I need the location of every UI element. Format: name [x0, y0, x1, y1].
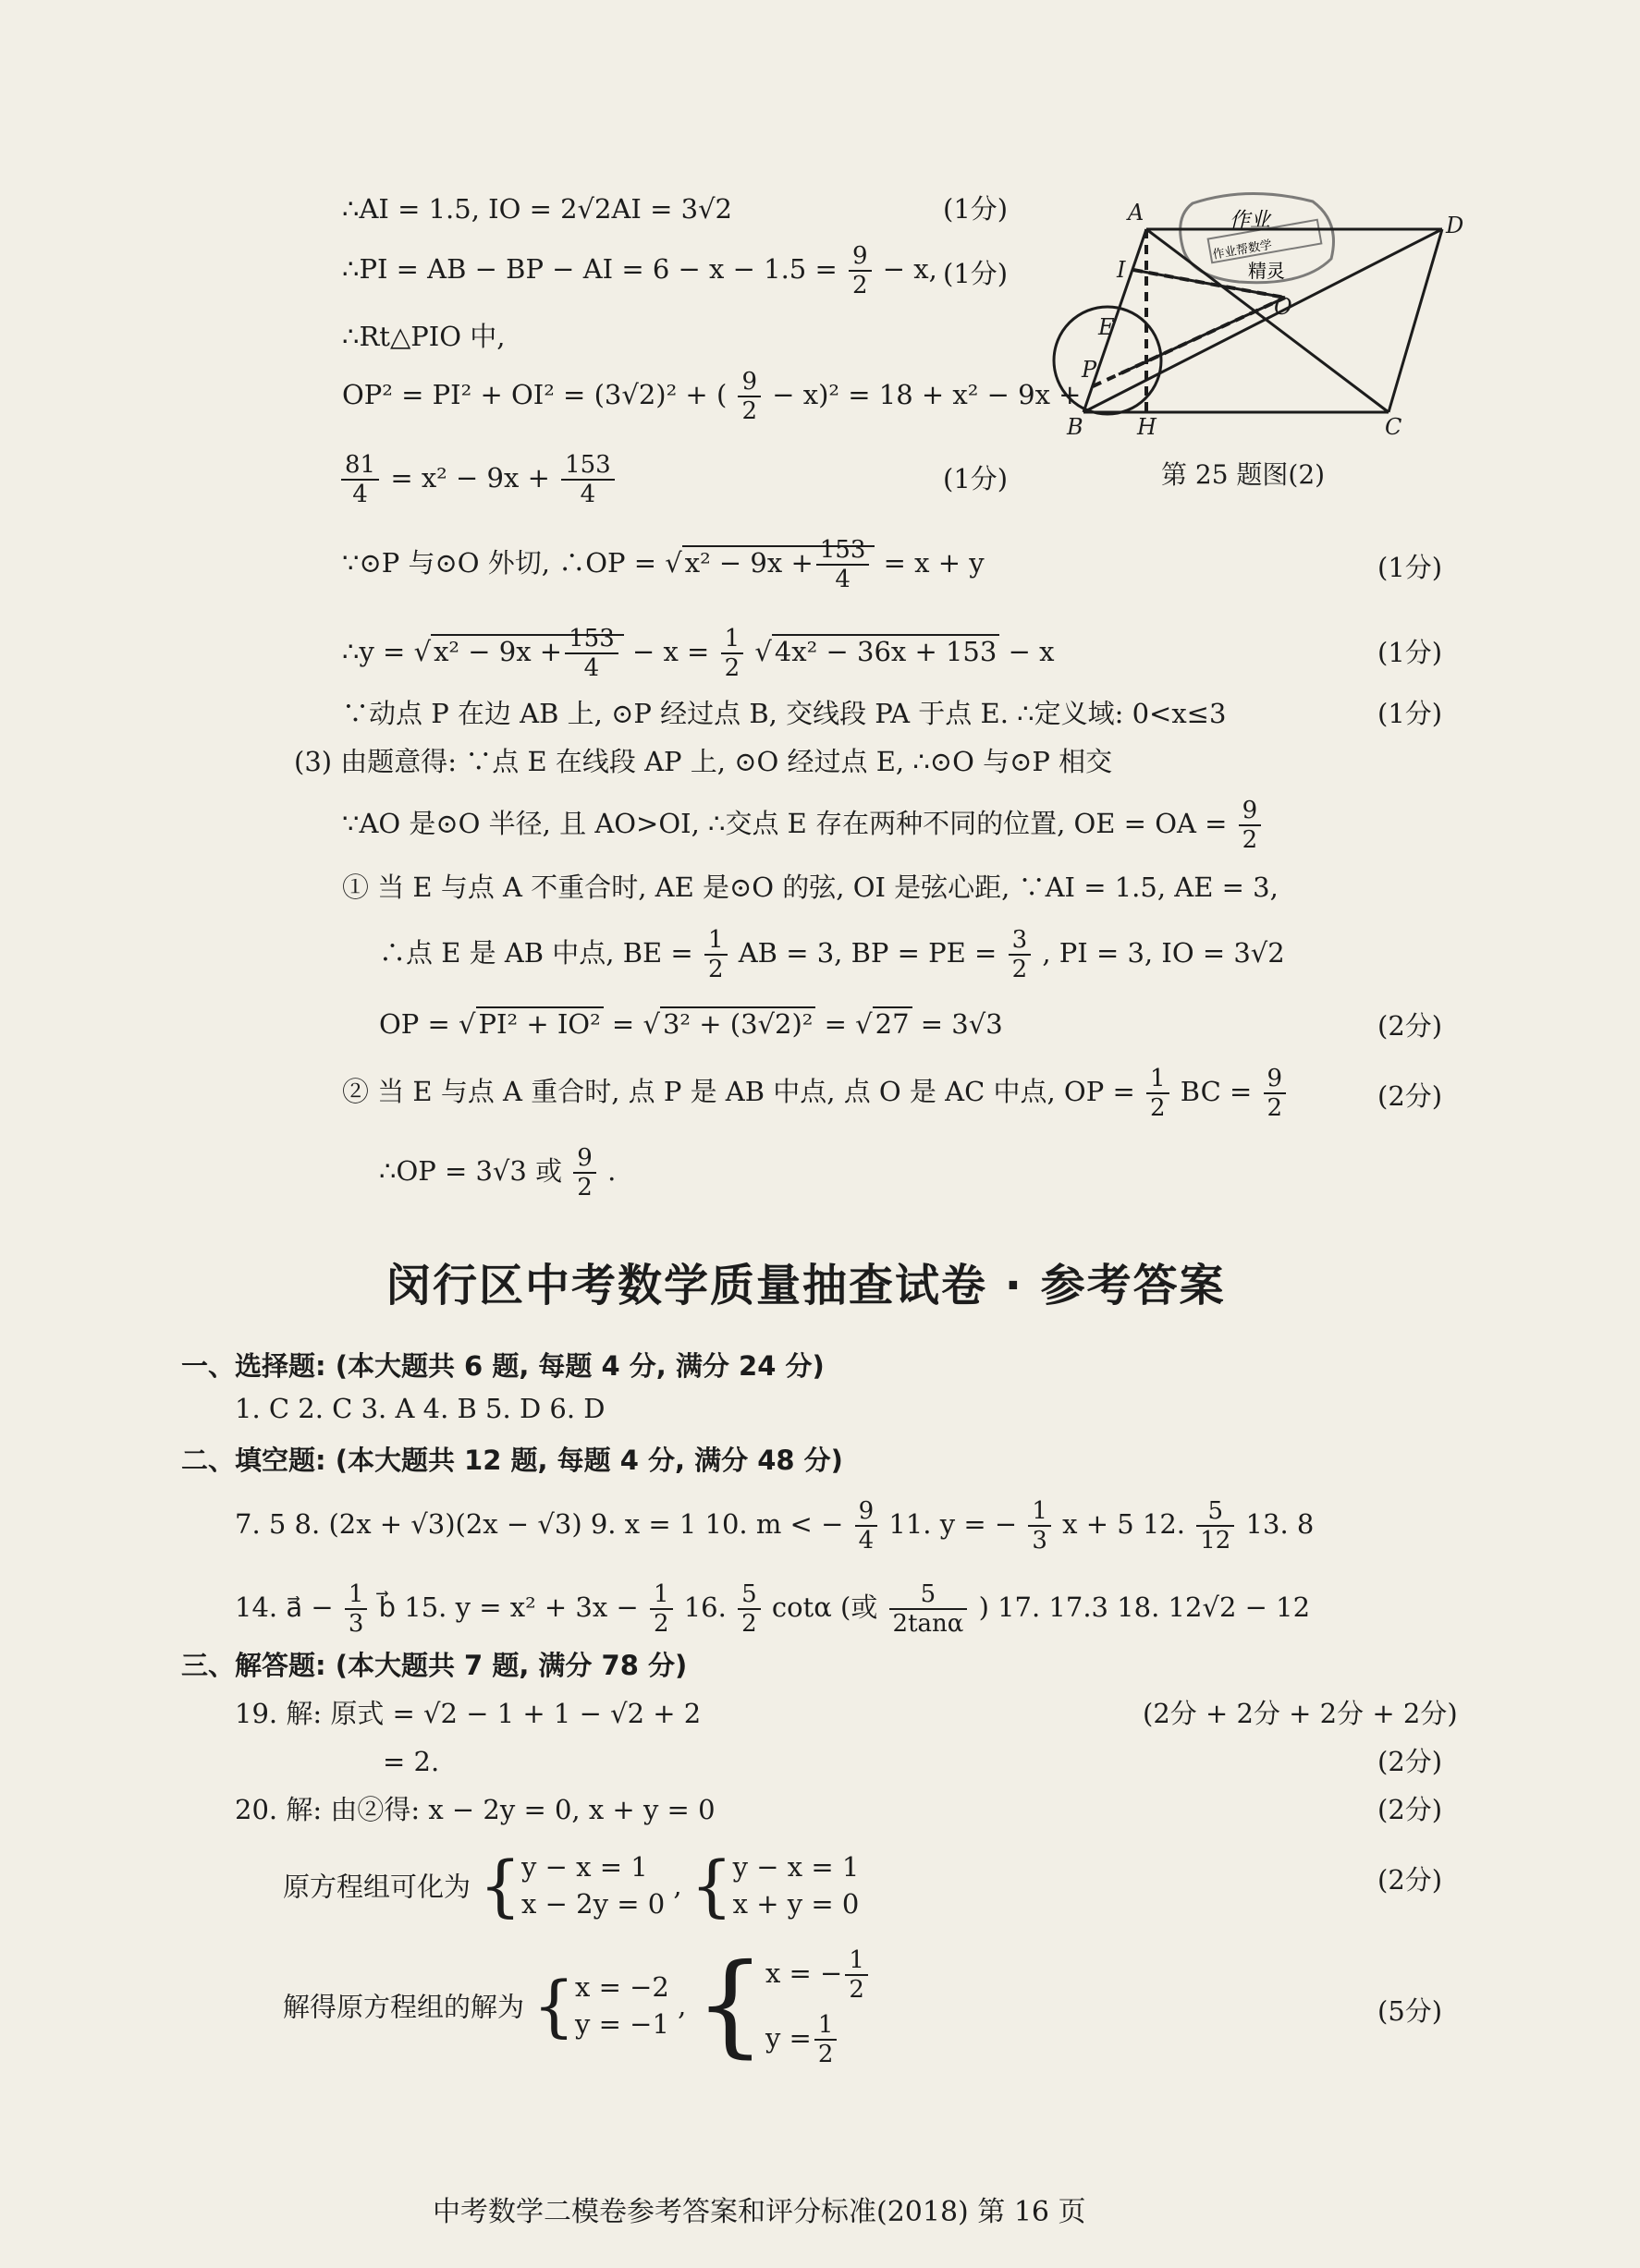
score-2: (1分)	[943, 258, 1009, 289]
solution-line-3: ∴Rt△PIO 中,	[342, 321, 506, 352]
solution-line-4: OP² = PI² + OI² = (3√2)² + ( $\frac{9}{2}$ − x)² = 18 + x² − 9x +	[342, 368, 1082, 425]
score-8: (1分)	[1377, 698, 1443, 729]
q20-score-2: (2分)	[1377, 1864, 1443, 1896]
solution-line-7: ∴y = √ x² − 9x + $\frac{153}{4}$ − x = $\frac{1}{2}$ √ 4x² − 36x + 153 − x	[342, 625, 1055, 682]
solution-line-12: ∴点 E 是 AB 中点, BE = $\frac{1}{2}$ AB = 3, BP = PE = $\frac{3}{2}$ , PI = 3, IO = 3√2	[379, 926, 1285, 983]
score-5: (1分)	[943, 463, 1009, 494]
geometry-figure-25-2	[1035, 185, 1464, 444]
solution-line-9: (3) 由题意得: ∵点 E 在线段 AP 上, ⊙O 经过点 E, ∴⊙O 与⊙P 相交	[294, 746, 1113, 777]
section-2-heading: 二、填空题: (本大题共 12 题, 每题 4 分, 满分 48 分)	[181, 1445, 843, 1476]
section-2-row-1: 7. 5 8. (2x + √3)(2x − √3) 9. x = 1 10. m < − $\frac{9}{4}$ 11. y = − $\frac{1}{3}$ x + 5 12. $\frac{5}{12}$ 13. 8	[235, 1497, 1315, 1555]
score-13: (2分)	[1377, 1010, 1443, 1042]
stamp-text-1: 作业	[1230, 209, 1271, 232]
section-1-answers: 1. C 2. C 3. A 4. B 5. D 6. D	[235, 1393, 606, 1424]
label-c: C	[1385, 414, 1402, 440]
stamp-text-3: 精灵	[1248, 260, 1285, 282]
stamp-text-2: 作业帮数学	[1211, 238, 1274, 262]
section-1-heading: 一、选择题: (本大题共 6 题, 每题 4 分, 满分 24 分)	[181, 1350, 825, 1382]
parallelogram-abcd	[1083, 229, 1442, 412]
solution-line-13: OP = √ PI² + IO² = √ 3² + (3√2)² = √ 27 = 3√3	[379, 1008, 1003, 1040]
label-d: D	[1446, 213, 1464, 238]
solution-line-10: ∵AO 是⊙O 半径, 且 AO>OI, ∴交点 E 存在两种不同的位置, OE = OA = $\frac{9}{2}$	[342, 797, 1264, 854]
page-footer: 中考数学二模卷参考答案和评分标准(2018) 第 16 页	[433, 2196, 1086, 2228]
q19-score-2: (2分)	[1377, 1746, 1443, 1777]
solution-line-14: ② 当 E 与点 A 重合时, 点 P 是 AB 中点, 点 O 是 AC 中点, OP = $\frac{1}{2}$ BC = $\frac{9}{2}$	[342, 1065, 1289, 1122]
solution-line-11: ① 当 E 与点 A 不重合时, AE 是⊙O 的弦, OI 是弦心距, ∵AI = 1.5, AE = 3,	[342, 872, 1279, 903]
solution-line-6: ∵⊙P 与⊙O 外切, ∴OP = √ x² − 9x + $\frac{153}{4}$ = x + y	[342, 536, 985, 593]
score-1: (1分)	[943, 193, 1009, 225]
label-b: B	[1067, 414, 1083, 440]
label-e: E	[1098, 314, 1115, 340]
figure-caption: 第 25 题图(2)	[1161, 459, 1326, 490]
label-h: H	[1137, 414, 1157, 440]
q20-score-3: (5分)	[1377, 1995, 1443, 2027]
score-7: (1分)	[1377, 637, 1443, 668]
q20-line-3: 解得原方程组的解为 {x = −2 y = −1 , {x = − $\frac{1}{2}$ y = $\frac{1}{2}$	[283, 1941, 871, 2070]
label-p: P	[1082, 357, 1097, 383]
section-3-heading: 三、解答题: (本大题共 7 题, 满分 78 分)	[181, 1650, 688, 1681]
section-2-row-2: 14. a⃗ − $\frac{1}{3}$ b⃗ 15. y = x² + 3x − $\frac{1}{2}$ 16. $\frac{5}{2}$ cotα (或 $\frac{5}{2\tan\alpha}$ ) 17. 17.3 18. 12√2 − 12	[235, 1580, 1311, 1638]
q19-line-1: 19. 解: 原式 = √2 − 1 + 1 − √2 + 2	[235, 1698, 702, 1729]
q19-line-2: = 2.	[383, 1746, 440, 1777]
q20-score-1: (2分)	[1377, 1794, 1443, 1825]
score-14: (2分)	[1377, 1080, 1443, 1112]
solution-line-15: ∴OP = 3√3 或 $\frac{9}{2}$ .	[379, 1144, 617, 1201]
solution-line-1: ∴AI = 1.5, IO = 2√2AI = 3√2	[342, 193, 733, 225]
q20-line-1: 20. 解: 由②得: x − 2y = 0, x + y = 0	[235, 1794, 716, 1825]
solution-line-2: ∴PI = AB − BP − AI = 6 − x − 1.5 = $\frac{9}{2}$ − x,	[342, 242, 937, 299]
q20-line-2: 原方程组可化为 {y − x = 1 x − 2y = 0 , {y − x = 1 x + y = 0	[283, 1847, 860, 1924]
solution-line-8: ∵动点 P 在边 AB 上, ⊙P 经过点 B, 交线段 PA 于点 E. ∴定义域: 0<x≤3	[342, 698, 1227, 729]
page-title: 闵行区中考数学质量抽查试卷 · 参考答案	[386, 1260, 1226, 1311]
score-6: (1分)	[1377, 552, 1443, 583]
solution-line-5: $\frac{81}{4}$ = x² − 9x + $\frac{153}{4}$	[338, 451, 618, 508]
q19-score-1: (2分 + 2分 + 2分 + 2分)	[1143, 1698, 1458, 1729]
label-o: O	[1274, 294, 1292, 320]
label-a: A	[1128, 200, 1144, 226]
label-i: I	[1117, 257, 1126, 283]
